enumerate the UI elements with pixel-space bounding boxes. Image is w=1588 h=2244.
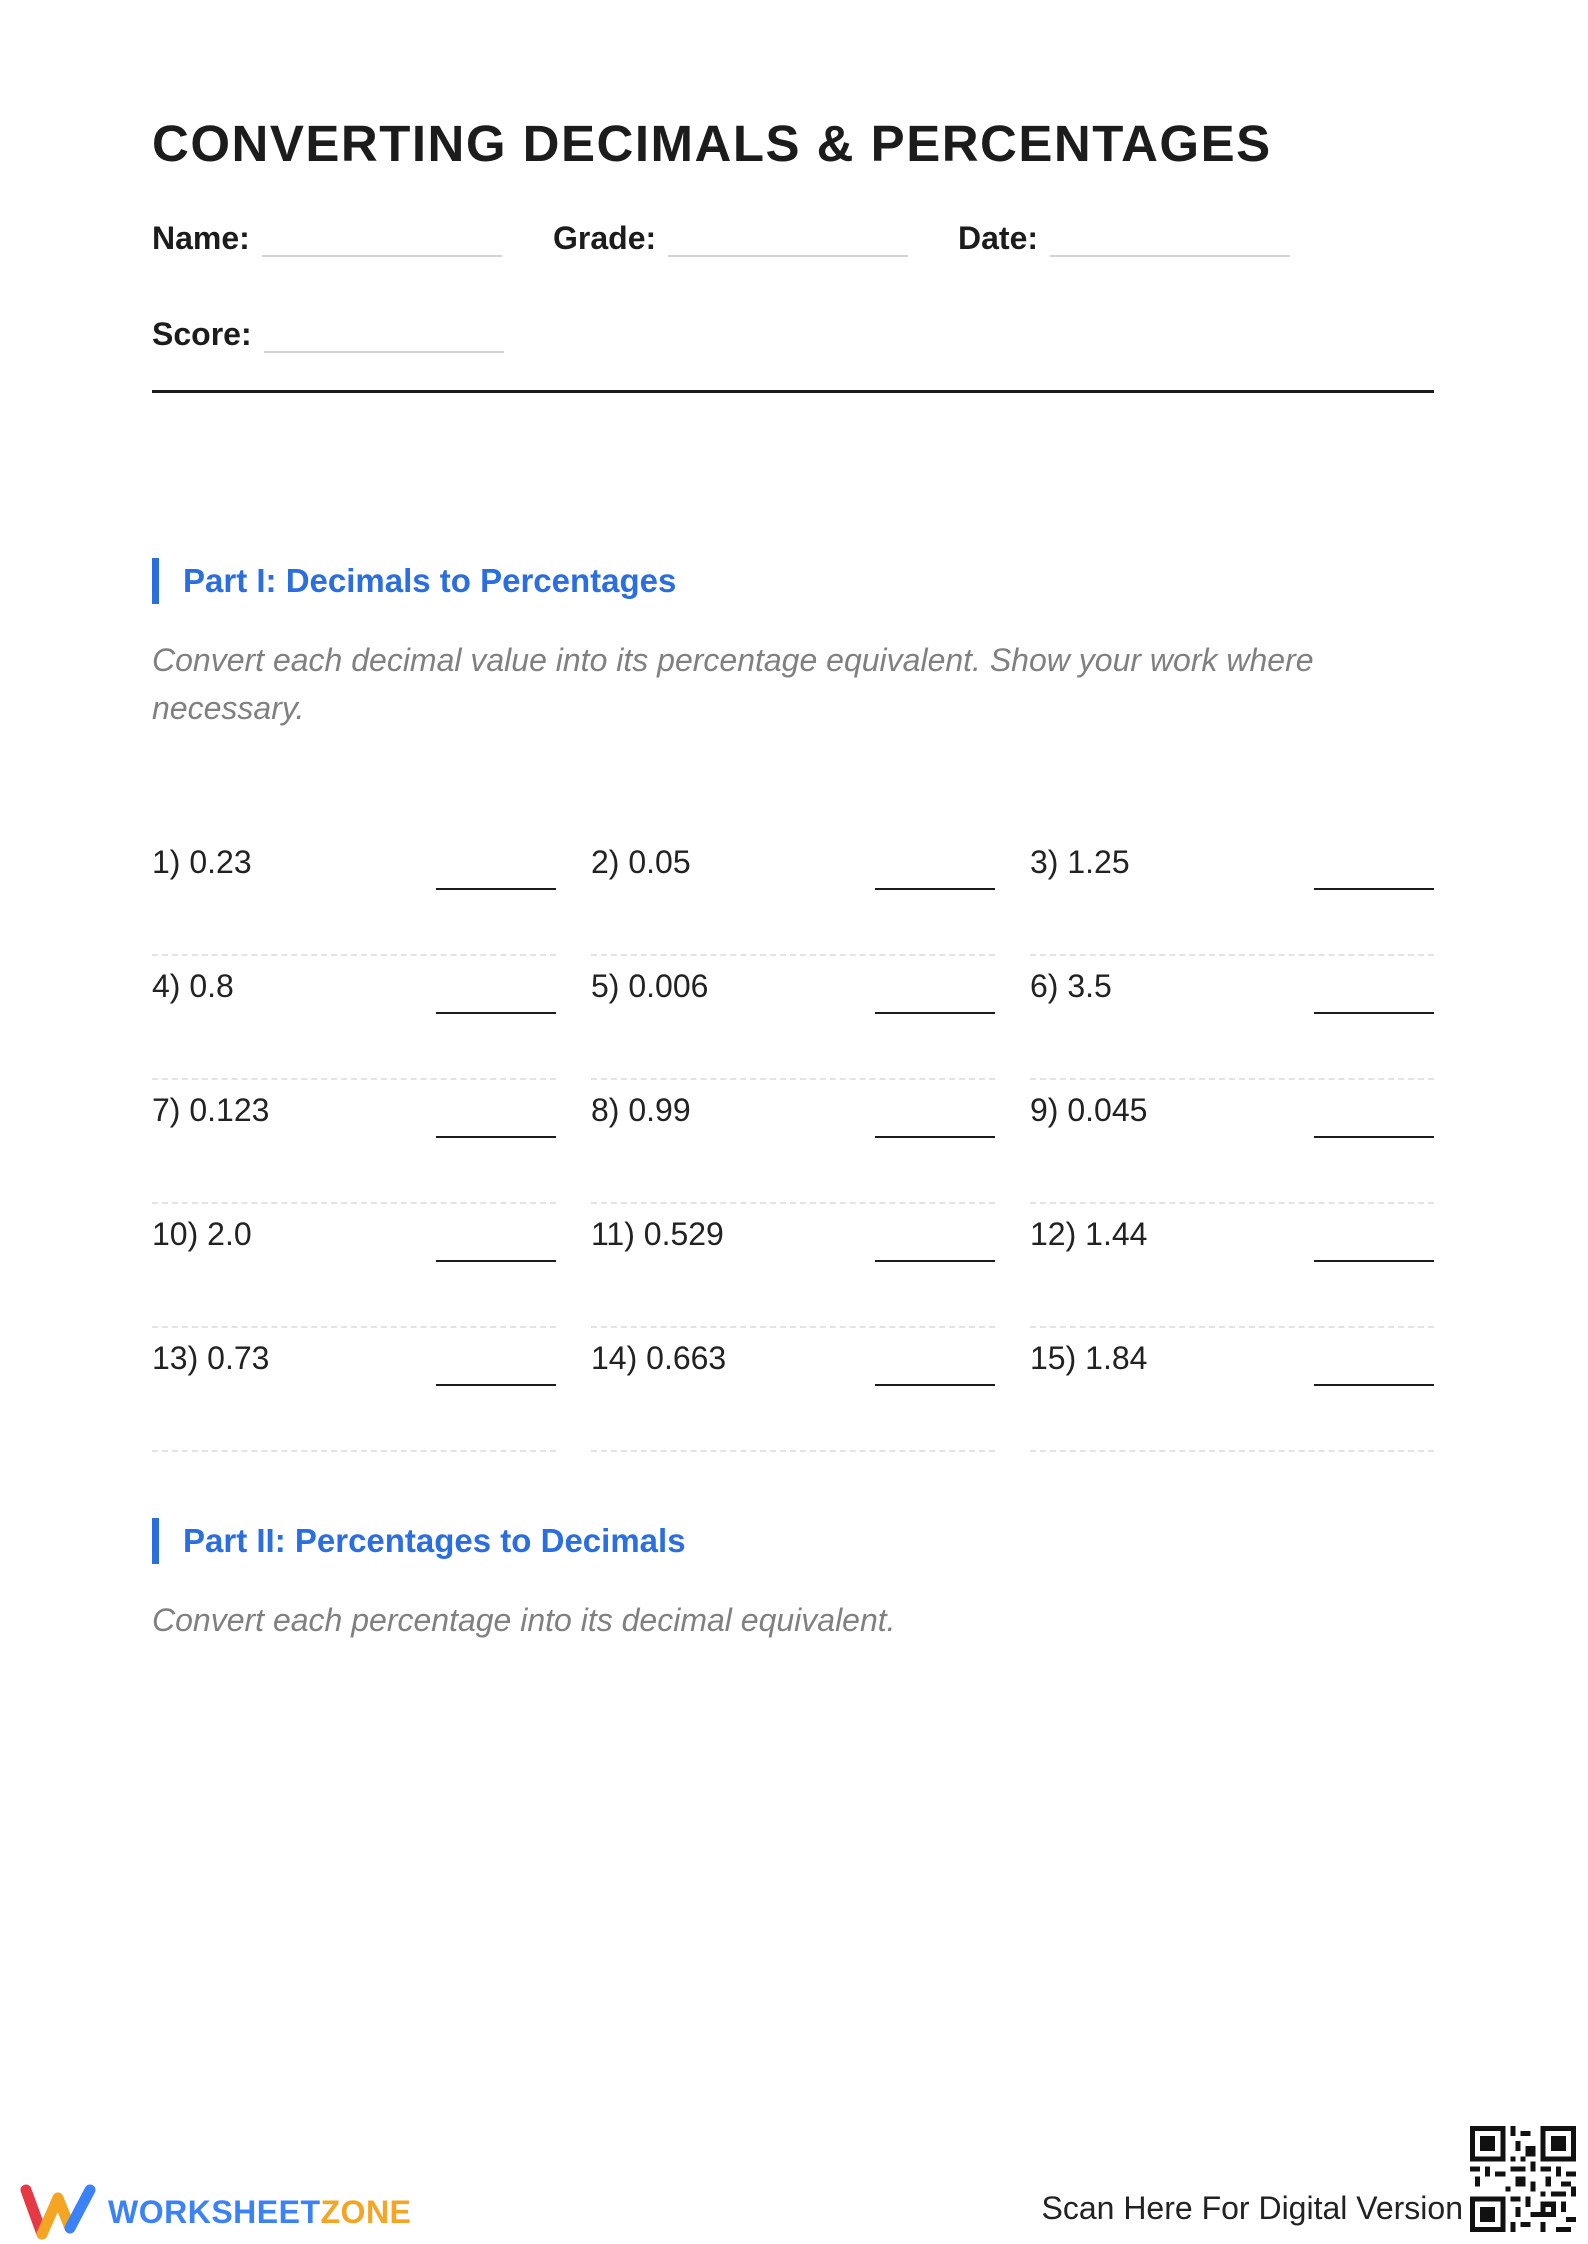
problem-text: 10) 2.0 <box>152 1216 252 1252</box>
problem-text: 12) 1.44 <box>1030 1216 1148 1252</box>
grade-input-line[interactable] <box>668 225 908 257</box>
answer-blank[interactable] <box>436 1012 556 1014</box>
answer-blank[interactable] <box>875 1260 995 1262</box>
grade-label: Grade: <box>553 220 657 256</box>
part2-accent-bar <box>152 1518 159 1564</box>
answer-blank[interactable] <box>1314 1384 1434 1386</box>
problem-text: 7) 0.123 <box>152 1092 270 1128</box>
problem-item <box>1030 1328 1434 1452</box>
problem-item <box>152 832 556 956</box>
problem-text: 3) 1.25 <box>1030 844 1130 880</box>
part1-title: Part I: Decimals to Percentages <box>183 562 677 599</box>
date-input-line[interactable] <box>1050 225 1290 257</box>
problem-item <box>1030 832 1434 956</box>
part1-accent-bar <box>152 558 159 604</box>
problem-text: 8) 0.99 <box>591 1092 691 1128</box>
problem-item <box>1030 1080 1434 1204</box>
logo-text-zone: ZONE <box>320 2193 412 2230</box>
name-label: Name: <box>152 220 250 256</box>
score-label: Score: <box>152 316 252 352</box>
part1-instructions: Convert each decimal value into its percentage equivalent. Show your work where necessary. <box>152 642 1314 726</box>
problem-text: 6) 3.5 <box>1030 968 1112 1004</box>
problem-item <box>152 1080 556 1204</box>
problem-item <box>591 1328 995 1452</box>
answer-blank[interactable] <box>1314 1260 1434 1262</box>
part2-heading <box>152 1518 686 1564</box>
problem-item <box>1030 1204 1434 1328</box>
worksheetzone-logo[interactable] <box>20 2184 411 2240</box>
answer-blank[interactable] <box>436 1384 556 1386</box>
answer-blank[interactable] <box>875 1384 995 1386</box>
score-input-line[interactable] <box>264 321 504 353</box>
problem-item <box>1030 956 1434 1080</box>
problem-item <box>152 1204 556 1328</box>
problem-text: 2) 0.05 <box>591 844 691 880</box>
answer-blank[interactable] <box>875 1012 995 1014</box>
worksheetzone-logo-icon <box>20 2184 96 2240</box>
problem-item <box>591 956 995 1080</box>
part2-title: Part II: Percentages to Decimals <box>183 1522 686 1559</box>
problem-item <box>152 956 556 1080</box>
part1-heading <box>152 558 676 604</box>
header-divider <box>152 390 1434 393</box>
problem-item <box>152 1328 556 1452</box>
part2-instructions: Convert each percentage into its decimal equivalent. <box>152 1602 896 1638</box>
problem-text: 14) 0.663 <box>591 1340 727 1376</box>
qr-code-icon[interactable] <box>1470 2126 1576 2232</box>
name-field[interactable] <box>152 220 502 257</box>
problem-text: 4) 0.8 <box>152 968 234 1004</box>
page-title: CONVERTING DECIMALS & PERCENTAGES <box>152 115 1272 172</box>
problem-text: 11) 0.529 <box>591 1216 724 1252</box>
answer-blank[interactable] <box>1314 888 1434 890</box>
answer-blank[interactable] <box>1314 1012 1434 1014</box>
answer-blank[interactable] <box>436 1136 556 1138</box>
answer-blank[interactable] <box>436 888 556 890</box>
answer-blank[interactable] <box>875 888 995 890</box>
problem-text: 13) 0.73 <box>152 1340 270 1376</box>
part1-problem-grid <box>152 832 1434 1452</box>
problem-text: 1) 0.23 <box>152 844 252 880</box>
logo-text-worksheet: WORKSHEET <box>108 2193 321 2230</box>
problem-text: 5) 0.006 <box>591 968 709 1004</box>
answer-blank[interactable] <box>875 1136 995 1138</box>
answer-blank[interactable] <box>436 1260 556 1262</box>
problem-item <box>591 1204 995 1328</box>
answer-blank[interactable] <box>1314 1136 1434 1138</box>
logo-text <box>108 2194 411 2231</box>
date-label: Date: <box>958 220 1039 256</box>
score-field[interactable] <box>152 316 504 353</box>
date-field[interactable] <box>958 220 1290 257</box>
problem-text: 9) 0.045 <box>1030 1092 1148 1128</box>
grade-field[interactable] <box>553 220 908 257</box>
name-input-line[interactable] <box>262 225 502 257</box>
problem-item <box>591 832 995 956</box>
problem-text: 15) 1.84 <box>1030 1340 1148 1376</box>
problem-item <box>591 1080 995 1204</box>
scan-instruction: Scan Here For Digital Version <box>1041 2190 1463 2226</box>
